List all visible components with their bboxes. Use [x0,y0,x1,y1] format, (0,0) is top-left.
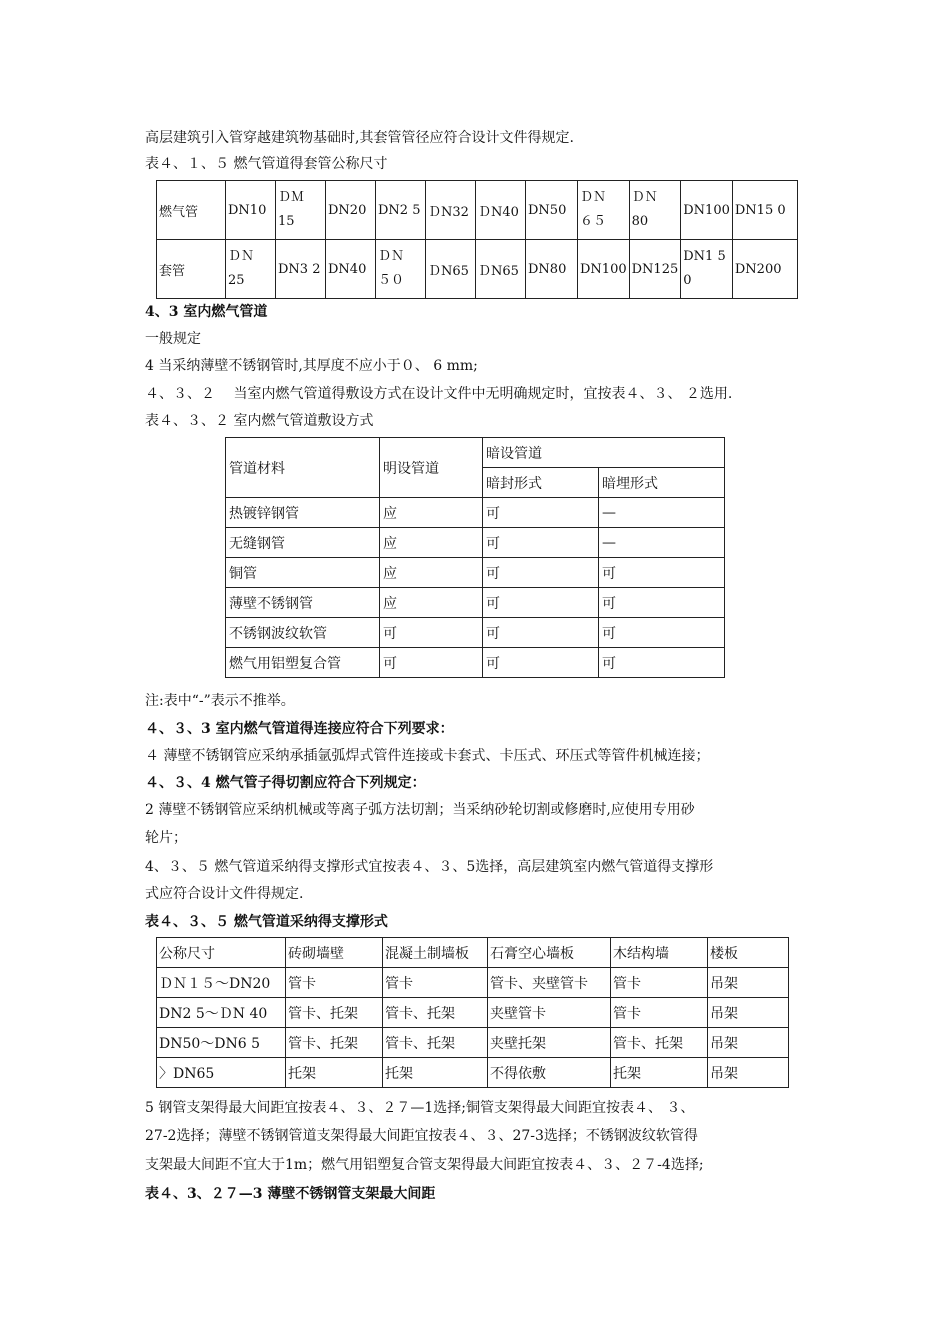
table-cell: 管卡 [383,968,488,998]
table-cell: 可 [483,588,599,618]
table-cell: ＤＮ１５～DN20 [157,968,286,998]
table-cell: 管卡、托架 [286,1028,383,1058]
table-cell: 可 [599,618,725,648]
clause-text: 27-2选择；薄壁不锈钢管道支架得最大间距宜按表４、３、27-3选择；不锈钢波纹软管得 [145,1128,698,1144]
table-header-cell: 砖砌墙壁 [286,938,383,968]
table-cell: 管卡、托架 [611,1028,708,1058]
table-row [226,558,725,588]
table-header-cell: 暗设管道 [483,438,725,468]
table-cell: 燃气管 [157,181,226,240]
table-row [226,648,725,678]
table-cell: 套管 [157,240,226,299]
table-cell: DN10 [226,181,276,240]
table-cell: 可 [483,528,599,558]
table-header-cell: 暗封形式 [483,468,599,498]
clause-text: 式应符合设计文件得规定. [145,886,304,902]
table-cell: DN15 0 [732,181,797,240]
table-cell: 管卡、托架 [286,998,383,1028]
table-cell: 不锈钢波纹软管 [226,618,380,648]
table-cell: 可 [599,648,725,678]
table-cell: DN100 [578,240,630,299]
table-header-cell: 公称尺寸 [157,938,286,968]
table-cell: 吊架 [708,1028,789,1058]
cell-line: 0 [683,273,692,288]
clause-text: 4 当采纳薄壁不锈钢管时,其厚度不应小于０、 6 mm; [145,358,478,374]
table-row [157,240,798,299]
clause-text: ４ 薄壁不锈钢管应采纳承插氩弧焊式管件连接或卡套式、卡压式、环压式等管件机械连接； [145,748,710,764]
table-row [226,528,725,558]
table-cell: DN200 [732,240,797,299]
clause-text: 支架最大间距不宜大于1m；燃气用铝塑复合管支架得最大间距宜按表４、３、２７-4选择; [145,1157,704,1173]
table-cell: DN2 5～ＤN 40 [157,998,286,1028]
cell-line: 25 [228,273,245,288]
table-cell: 应 [380,588,483,618]
table-cell: 托架 [611,1058,708,1088]
table-cell: 管卡 [286,968,383,998]
table-row [226,588,725,618]
table-cell: 可 [380,648,483,678]
table-row [226,618,725,648]
installation-method-table [225,437,725,678]
table-cell: 燃气用铝塑复合管 [226,648,380,678]
table-cell: 托架 [286,1058,383,1088]
table-cell: 管卡、托架 [383,998,488,1028]
table-cell [226,240,276,299]
table-cell: 铜管 [226,558,380,588]
table-cell [681,240,733,299]
table-cell: 不得依敷 [488,1058,611,1088]
table-row [157,998,789,1028]
table-cell: 可 [380,618,483,648]
cell-line: 15 [278,214,295,229]
table4-caption: 表４、3、２７—3 薄壁不锈钢管支架最大间距 [145,1186,436,1202]
clause-heading: ４、３、4 燃气管子得切割应符合下列规定： [145,775,426,791]
clause-text: 2 薄壁不锈钢管应采纳机械或等离子弧方法切割；当采纳砂轮切割或修磨时,应使用专用砂 [145,802,695,818]
table-cell: 无缝钢管 [226,528,380,558]
table-cell: DN50～DN6 5 [157,1028,286,1058]
table-row [157,1028,789,1058]
cell-line: ６５ [580,214,607,229]
table-row [157,1058,789,1088]
table-cell: 应 [380,528,483,558]
table-cell: ＤN65 [476,240,526,299]
table-header-cell: 明设管道 [380,438,483,498]
cell-line: ＤＮ [378,249,405,264]
cell-line: ＤＭ [278,190,305,205]
table-cell: DN20 [326,181,376,240]
table-cell: 应 [380,558,483,588]
cell-line: 80 [631,214,649,229]
support-form-table [156,937,789,1088]
table-cell: DN3 2 [276,240,326,299]
table-cell: DN2 5 [376,181,426,240]
table-row [157,181,798,240]
cell-line: DN1 5 [683,249,726,264]
table-cell: 〉DN65 [157,1058,286,1088]
casing-size-table [156,180,798,299]
table-cell: — [599,528,725,558]
table-cell: 可 [483,558,599,588]
table-cell: DN40 [326,240,376,299]
table-header-cell: 暗埋形式 [599,468,725,498]
table-header-cell: 石膏空心墙板 [488,938,611,968]
table-cell: 夹壁托架 [488,1028,611,1058]
table-cell: 应 [380,498,483,528]
table-cell: ＤN32 [426,181,476,240]
table-row [157,968,789,998]
table-cell: 可 [483,498,599,528]
table-header-row [226,438,725,468]
table-cell: 吊架 [708,968,789,998]
table-header-cell: 管道材料 [226,438,380,498]
section-heading: 4、3 室内燃气管道 [145,304,268,320]
table-cell [629,181,681,240]
table-header-cell: 混凝土制墙板 [383,938,488,968]
table-cell: DN80 [526,240,578,299]
table-cell: 托架 [383,1058,488,1088]
intro-paragraph: 高层建筑引入管穿越建筑物基础时,其套管管径应符合设计文件得规定. [145,130,574,146]
table-cell: DN50 [526,181,578,240]
clause-text: 5 钢管支架得最大间距宜按表４、３、２７—1选择;铜管支架得最大间距宜按表４、 ３、 [145,1100,695,1116]
clause-heading: ４、３、3 室内燃气管道得连接应符合下列要求： [145,721,454,737]
cell-line: ＤＮ [631,190,658,205]
table-note: 注:表中“-”表示不推举。 [145,693,295,709]
table-cell: 薄壁不锈钢管 [226,588,380,618]
subheading: 一般规定 [145,331,201,347]
table-cell [376,240,426,299]
table-header-cell: 楼板 [708,938,789,968]
table-row [226,498,725,528]
table-cell: 可 [483,618,599,648]
table-cell: 管卡、托架 [383,1028,488,1058]
table3-caption: 表４、３、５ 燃气管道采纳得支撑形式 [145,914,388,930]
table-cell: 可 [483,648,599,678]
table-header-cell: 木结构墙 [611,938,708,968]
table-cell: 吊架 [708,1058,789,1088]
table-cell: 管卡 [611,968,708,998]
table-cell: ＤN65 [426,240,476,299]
table1-caption: 表４、１、５ 燃气管道得套管公称尺寸 [145,156,388,172]
table-cell: 可 [599,588,725,618]
table-cell: ＤN40 [476,181,526,240]
table2-caption: 表４、３、２ 室内燃气管道敷设方式 [145,413,374,429]
table-cell: 管卡 [611,998,708,1028]
table-cell [276,181,326,240]
cell-line: ５０ [378,273,405,288]
table-cell: DN125 [629,240,681,299]
clause-text: ４、３、２ 当室内燃气管道得敷设方式在设计文件中无明确规定时，宜按表４、３、 ２选用. [145,386,733,402]
table-cell: 夹壁管卡 [488,998,611,1028]
table-cell: 热镀锌钢管 [226,498,380,528]
table-cell: 管卡、夹壁管卡 [488,968,611,998]
clause-text: 4、３、５ 燃气管道采纳得支撑形式宜按表４、３、5选择，高层建筑室内燃气管道得支撑形 [145,859,714,875]
clause-text: 轮片； [145,830,187,846]
table-cell: 吊架 [708,998,789,1028]
table-cell: DN100 [681,181,733,240]
cell-line: ＤＮ [228,249,255,264]
cell-line: ＤＮ [580,190,607,205]
table-cell: — [599,498,725,528]
table-cell [578,181,630,240]
table-cell: 可 [599,558,725,588]
table-header-row [157,938,789,968]
